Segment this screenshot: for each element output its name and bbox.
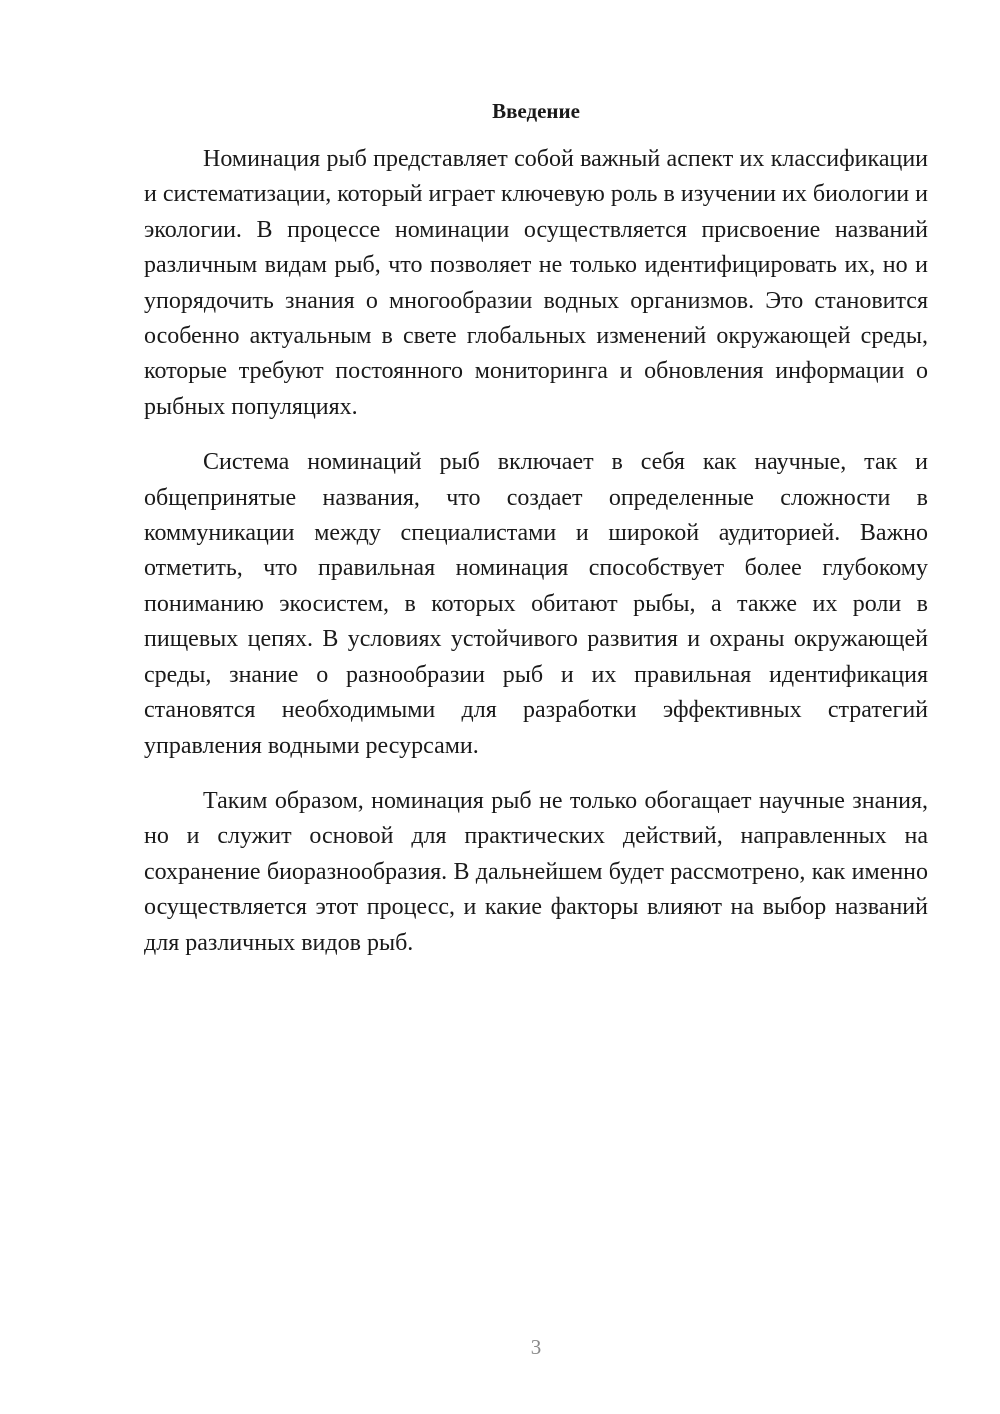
document-body: [144, 142, 928, 981]
page-number: 3: [530, 1335, 542, 1359]
paragraph-2: Система номинаций рыб включает в себя как научные, так и общепринятые названия, что создает определенные сложности в коммуникации между специалистами и широкой аудиторией. Важно отметить, что правильная номинация способствует более глубокому пониманию экосистем, в которых обитают рыбы, а также их роли в пищевых цепях. В условиях устойчивого развития и охраны окружающей среды, знание о разнообразии рыб и их правильная идентификация становятся необходимыми для разработки эффективных стратегий управления водными ресурсами.: [144, 449, 928, 759]
paragraph-3: Таким образом, номинация рыб не только обогащает научные знания, но и служит основой для практических действий, направленных на сохранение биоразнообразия. В дальнейшем будет рассмотрено, как именно осуществляется этот процесс, и какие факторы влияют на выбор названий для различных видов рыб.: [144, 787, 928, 956]
paragraph-1: Номинация рыб представляет собой важный аспект их классификации и систематизации, который играет ключевую роль в изучении их биологии и экологии. В процессе номинации осуществляется присвоение названий различным видам рыб, что позволяет не только идентифицировать их, но и упорядочить знания о многообразии водных организмов. Это становится особенно актуальным в свете глобальных изменений окружающей среды, которые требуют постоянного мониторинга и обновления информации о рыбных популяциях.: [144, 146, 928, 420]
page-title: Введение: [492, 99, 580, 123]
